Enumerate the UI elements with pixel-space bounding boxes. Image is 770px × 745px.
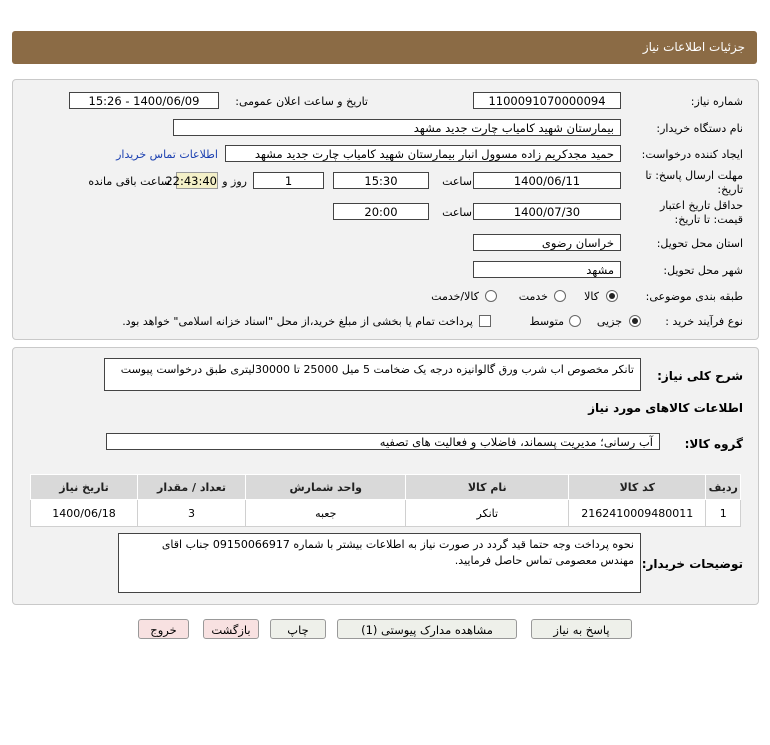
category-option-goods-service: کالا/خدمت bbox=[431, 290, 479, 303]
cell-row-number: 1 bbox=[706, 500, 741, 527]
page-title-bar bbox=[12, 31, 757, 64]
category-option-goods: کالا bbox=[584, 290, 599, 303]
buyer-notes-label: توضیحات خریدار: bbox=[641, 557, 743, 571]
goods-info-label: اطلاعات کالاهای مورد نیاز bbox=[588, 401, 743, 415]
validity-date-field: 1400/07/30 bbox=[473, 203, 621, 220]
creator-field: حمید مجدکریم زاده مسوول انبار بیمارستان شهید کامیاب چارت جدید مشهد bbox=[225, 145, 621, 162]
print-button[interactable]: چاپ bbox=[270, 619, 326, 639]
view-attachments-button[interactable]: مشاهده مدارک پیوستی (1) bbox=[337, 619, 517, 639]
buyer-notes-field: نحوه پرداخت وجه حتما قید گردد در صورت نیاز به اطلاعات بیشتر با شماره 09150066917 جناب اقای مهندس معصومی تماس حاصل فرمایید. bbox=[118, 533, 641, 593]
process-radio-minor[interactable] bbox=[629, 315, 641, 327]
exit-button[interactable]: خروج bbox=[138, 619, 189, 639]
treasury-payment-note: پرداخت تمام یا بخشی از مبلغ خرید،از محل "اسناد خزانه اسلامی" خواهد بود. bbox=[122, 315, 473, 328]
category-label: طبقه بندی موضوعی: bbox=[645, 290, 743, 303]
col-unit: واحد شمارش bbox=[246, 475, 406, 500]
cell-need-date: 1400/06/18 bbox=[31, 500, 138, 527]
process-radio-medium[interactable] bbox=[569, 315, 581, 327]
goods-table bbox=[30, 474, 741, 527]
treasury-payment-checkbox[interactable] bbox=[479, 315, 491, 327]
province-label: استان محل تحویل: bbox=[656, 237, 743, 250]
buyer-org-field: بیمارستان شهید کامیاب چارت جدید مشهد bbox=[173, 119, 621, 136]
deadline-label: مهلت ارسال پاسخ: تا bbox=[645, 169, 743, 182]
cell-goods-name: تانکر bbox=[406, 500, 569, 527]
process-option-medium: متوسط bbox=[529, 315, 564, 328]
deadline-label-date: تاریخ: bbox=[717, 183, 743, 196]
cell-goods-code: 2162410009480011 bbox=[569, 500, 706, 527]
cell-unit: جعبه bbox=[246, 500, 406, 527]
cell-quantity: 3 bbox=[138, 500, 246, 527]
summary-field: تانکر مخصوص اب شرب ورق گالوانیزه درجه یک ضخامت 5 میل 25000 تا 30000لیتری طبق درخواست پیوست bbox=[104, 358, 641, 391]
creator-label: ایجاد کننده درخواست: bbox=[641, 148, 743, 161]
city-field: مشهد bbox=[473, 261, 621, 278]
validity-label: حداقل تاریخ اعتبار bbox=[659, 199, 743, 212]
deadline-time-label: ساعت bbox=[442, 175, 472, 188]
col-goods-name: نام کالا bbox=[406, 475, 569, 500]
announce-field: 1400/06/09 - 15:26 bbox=[69, 92, 219, 109]
deadline-time-field: 15:30 bbox=[333, 172, 429, 189]
validity-time-field: 20:00 bbox=[333, 203, 429, 220]
summary-label: شرح کلی نیاز: bbox=[657, 369, 743, 383]
province-field: خراسان رضوی bbox=[473, 234, 621, 251]
page-title: جزئیات اطلاعات نیاز bbox=[642, 40, 745, 54]
need-number-field: 1100091070000094 bbox=[473, 92, 621, 109]
remaining-time-field: 22:43:40 bbox=[165, 174, 217, 188]
goods-group-label: گروه کالا: bbox=[684, 437, 743, 451]
city-label: شهر محل تحویل: bbox=[663, 264, 743, 277]
goods-group-field: آب رسانی؛ مدیریت پسماند، فاضلاب و فعالیت های تصفیه bbox=[106, 433, 660, 450]
reply-button[interactable]: پاسخ به نیاز bbox=[531, 619, 632, 639]
process-label: نوع فرآیند خرید : bbox=[665, 315, 743, 328]
validity-time-label: ساعت bbox=[442, 206, 472, 219]
col-need-date: تاریخ نیاز bbox=[31, 475, 138, 500]
buyer-contact-link[interactable]: اطلاعات تماس خریدار bbox=[116, 148, 218, 161]
back-button[interactable]: بازگشت bbox=[203, 619, 259, 639]
col-row-number: ردیف bbox=[706, 475, 741, 500]
col-quantity: تعداد / مقدار bbox=[138, 475, 246, 500]
need-number-label: شماره نیاز: bbox=[690, 95, 743, 108]
category-radio-goods[interactable] bbox=[606, 290, 618, 302]
table-row bbox=[31, 500, 741, 527]
category-option-service: خدمت bbox=[518, 290, 548, 303]
category-radio-service[interactable] bbox=[554, 290, 566, 302]
days-field: 1 bbox=[253, 172, 324, 189]
col-goods-code: کد کالا bbox=[569, 475, 706, 500]
process-option-minor: جزیی bbox=[596, 315, 622, 328]
deadline-date-field: 1400/06/11 bbox=[473, 172, 621, 189]
validity-label-date: قیمت: تا تاریخ: bbox=[674, 213, 743, 226]
goods-table-header bbox=[31, 475, 741, 500]
category-radio-goods-service[interactable] bbox=[485, 290, 497, 302]
days-label: روز و bbox=[222, 175, 247, 188]
announce-label: تاریخ و ساعت اعلان عمومی: bbox=[235, 95, 368, 108]
remaining-label: ساعت باقی مانده bbox=[88, 175, 170, 188]
buyer-org-label: نام دستگاه خریدار: bbox=[656, 122, 743, 135]
